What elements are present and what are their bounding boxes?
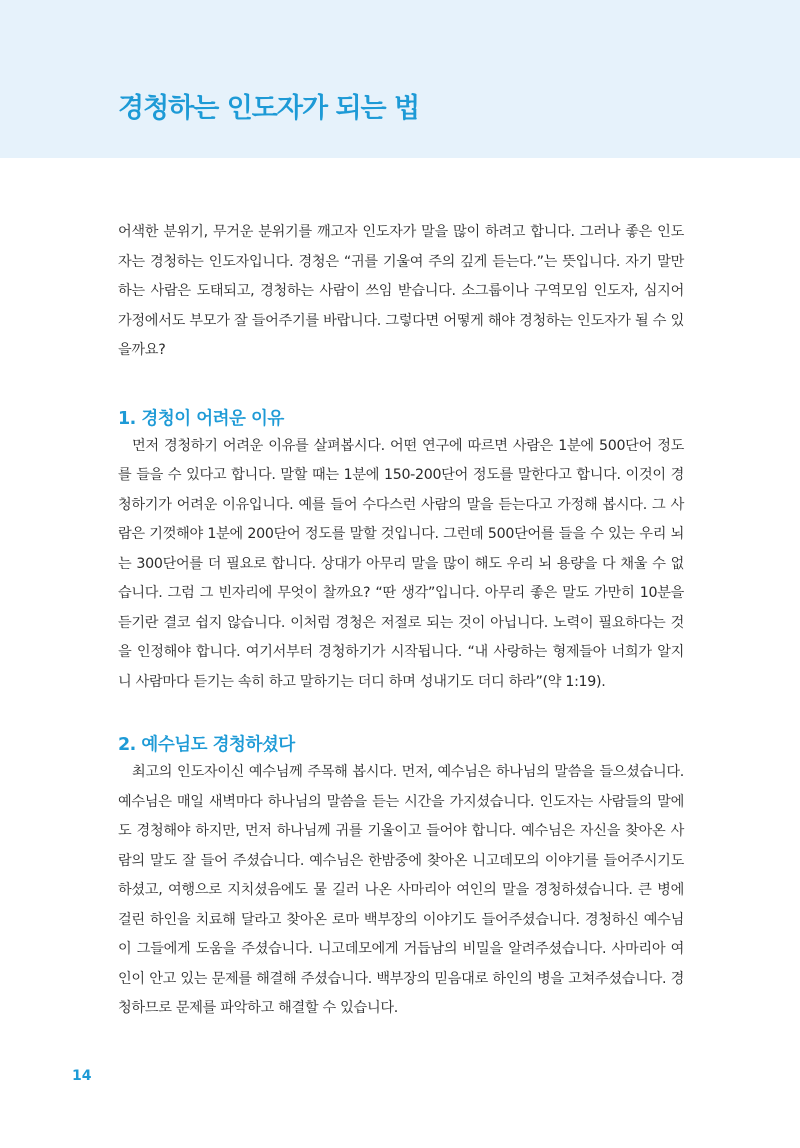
section-2-paragraph: 최고의 인도자이신 예수님께 주목해 봅시다. 먼저, 예수님은 하나님의 말씀을 들으셨습니다. 예수님은 매일 새벽마다 하나님의 말씀을 듣는 시간을 가지셨습니다. 인도자는 사람들의 말에도 경청해야 하지만, 먼저 하나님께 귀를 기울이고 들어야 합니다. 예수님은 자신을 찾아온 사람의 말도 잘 들어 주셨습니다. 예수님은 한밤중에 찾아온 니고데모의 이야기를 들어주시기도 하셨고, 여행으로 지치셨음에도 물 길러 나온 사마리아 여인의 말을 경청하셨습니다. 큰 병에 걸린 하인을 치료해 달라고 찾아온 로마 백부장의 이야기도 들어주셨습니다. 경청하신 예수님이 그들에게 도움을 주셨습니다. 니고데모에게 거듭남의 비밀을 알려주셨습니다. 사마리아 여인이 안고 있는 문제를 해결해 주셨습니다. 백부장의 믿음대로 하인의 병을 고쳐주셨습니다. 경청하므로 문제를 파악하고 해결할 수 있습니다. [118, 764, 684, 1016]
intro-paragraph: 어색한 분위기, 무거운 분위기를 깨고자 인도자가 말을 많이 하려고 합니다. 그러나 좋은 인도자는 경청하는 인도자입니다. 경청은 “귀를 기울여 주의 깊게 듣는다.”는 뜻입니다. 자기 말만 하는 사람은 도태되고, 경청하는 사람이 쓰임 받습니다. 소그룹이나 구역모임 인도자, 심지어 가정에서도 부모가 잘 들어주기를 바랍니다. 그렇다면 어떻게 해야 경청하는 인도자가 될 수 있을까요? [118, 224, 684, 358]
section-1-paragraph: 먼저 경청하기 어려운 이유를 살펴봅시다. 어떤 연구에 따르면 사람은 1분에 500단어 정도를 들을 수 있다고 합니다. 말할 때는 1분에 150-200단어 정도를 말한다고 합니다. 이것이 경청하기가 어려운 이유입니다. 예를 들어 수다스런 사람의 말을 듣는다고 가정해 봅시다. 그 사람은 기껏해야 1분에 200단어 정도를 말할 것입니다. 그런데 500단어를 들을 수 있는 우리 뇌는 300단어를 더 필요로 합니다. 상대가 아무리 말을 많이 해도 우리 뇌 용량을 다 채울 수 없습니다. 그럼 그 빈자리에 무엇이 찰까요? “딴 생각”입니다. 아무리 좋은 말도 가만히 10분을 듣기란 결코 쉽지 않습니다. 이처럼 경청은 저절로 되는 것이 아닙니다. 노력이 필요하다는 것을 인정해야 합니다. 여기서부터 경청하기가 시작됩니다. “내 사랑하는 형제들아 너희가 알지니 사람마다 듣기는 속히 하고 말하기는 더디 하며 성내기도 더디 하라”(약 1:19). [118, 437, 684, 690]
page-number: 14 [72, 1068, 92, 1084]
section-heading-1: 1. 경청이 어려운 이유 [118, 408, 284, 429]
header-band [0, 0, 800, 158]
article-body [118, 218, 684, 1024]
page-title: 경청하는 인도자가 되는 법 [118, 93, 420, 124]
section-heading-2: 2. 예수님도 경청하셨다 [118, 735, 295, 755]
